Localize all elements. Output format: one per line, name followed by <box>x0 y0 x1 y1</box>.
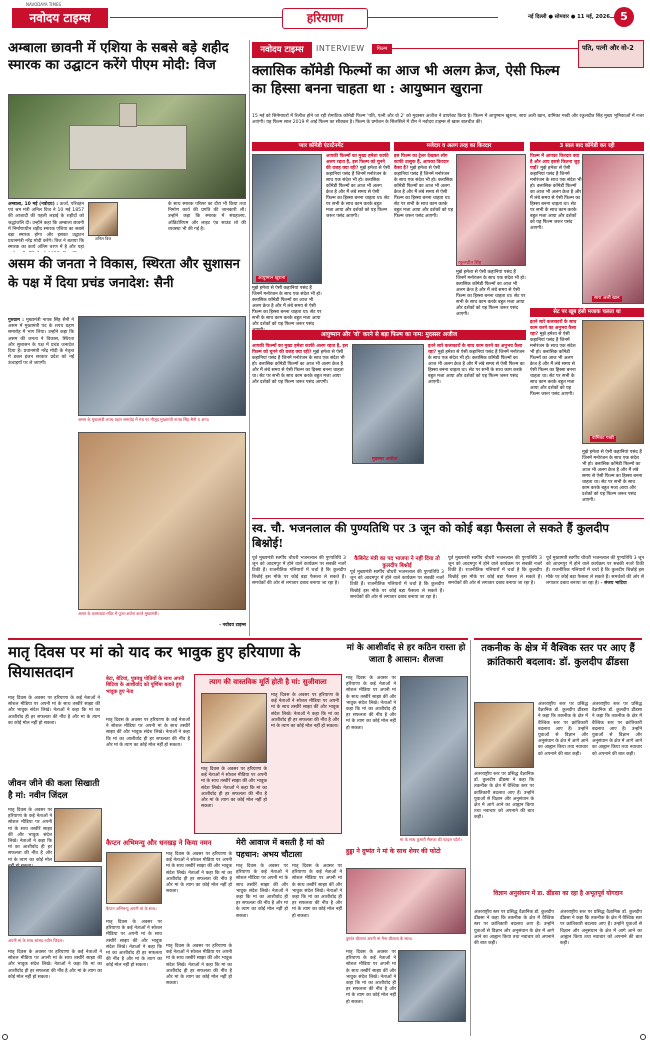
col2-answer-lower: मुझे हमेशा से ऐसी कहानियां पसंद हैं जिनमें मनोरंजन के साथ एक संदेश भी हो। क्लासिक कॉमेडी फिल्मों का आज भी अलग क्रेज है और मैं लंबे समय से ऐसी फिल्म का हिस्सा बनना चाहता था। सेट पर सभी के साथ काम करके बहुत मजा आया और दर्शकों को यह फिल्म जरूर पसंद आएगी। <box>456 270 526 317</box>
naveen-photo2 <box>8 866 102 936</box>
col2-qa-lower <box>456 270 526 326</box>
mudassar-photo <box>352 344 424 464</box>
mothers-bullet: बेटा, बेटियां, पुत्रवधु पोतियों के साथ अपनी बिटिया के आशीर्वाद को पूर्णिमा बताते हुए भावुक हुए नेता <box>106 676 185 695</box>
mothers-box <box>194 674 342 834</box>
story-vij-col2: के साथ स्मारक परिसर का दौरा भी किया तथा निर्माण कार्य की प्रगति की जानकारी ली। उन्होंने कहा कि स्मारक में संग्रहालय, ऑडिटोरियम और लाइट एंड साउंड शो की व्यवस्था भी की गई है। <box>168 202 246 232</box>
story-saini-photo2 <box>78 432 246 610</box>
header-date: नई दिल्ली ● सोमवार ● 11 मई, 2026 <box>498 12 610 22</box>
col2-head: मजेदार व अलग तरह का किरदार <box>394 142 524 151</box>
abhimanyu-text: मातृ दिवस के अवसर पर हरियाणा के कई नेताओं ने सोशल मीडिया पर अपनी मां के साथ तस्वीरें साझा कीं और भावुक संदेश लिखे। नेताओं ने कहा कि मां का आशीर्वाद ही हर सफलता की नींव है और मां के त्याग का कोई मोल नहीं हो सकता। <box>166 852 232 895</box>
abhay-text: मातृ दिवस के अवसर पर हरियाणा के कई नेताओं ने सोशल मीडिया पर अपनी मां के साथ तस्वीरें साझा कीं और भावुक संदेश लिखे। नेताओं ने कहा कि मां का आशीर्वाद ही हर सफलता की नींव है और मां के त्याग का कोई मोल नहीं हो सकता। <box>236 864 288 919</box>
hooda-text: मातृ दिवस के अवसर पर हरियाणा के कई नेताओं ने सोशल मीडिया पर अपनी मां के साथ तस्वीरें साझा कीं और भावुक संदेश लिखे। नेताओं ने कहा कि मां का आशीर्वाद ही हर सफलता की नींव है और मां के त्याग का कोई मोल नहीं हो सकता। <box>346 950 396 1005</box>
mothers-right-body: मातृ दिवस के अवसर पर हरियाणा के कई नेताओं ने सोशल मीडिया पर अपनी मां के साथ तस्वीरें साझा कीं और भावुक संदेश लिखे। नेताओं ने कहा कि मां का आशीर्वाद ही हर सफलता की नींव है और मां के त्याग का कोई मोल नहीं हो सकता। <box>346 676 396 731</box>
col3-qa <box>530 154 582 304</box>
wamiqa-photo <box>582 320 644 444</box>
hooda-head: हुड्डा ने दुष्यंत ने मां के साथ शेयर की फोटो <box>346 848 441 855</box>
mid-answer-2: मुझे हमेशा से ऐसी कहानियां पसंद हैं जिनमें मनोरंजन के साथ एक संदेश भी हो। क्लासिक कॉमेडी फिल्मों का आज भी अलग क्रेज है और मैं लंबे समय से ऐसी फिल्म का हिस्सा बनना चाहता था। सेट पर सभी के साथ काम करके बहुत मजा आया और दर्शकों को यह फिल्म जरूर पसंद आएगी। <box>428 350 525 385</box>
naveen-photo <box>54 808 102 862</box>
sara-photo <box>582 154 644 304</box>
hooda-caption: दुष्यंत चौटाला अपनी मां नैना चौटाला के साथ। <box>346 936 413 941</box>
story-mothers-headline: मातृ दिवस पर मां को याद कर भावुक हुए हरियाणा के सियासतदान <box>8 643 301 681</box>
col1-answer: मुझे हमेशा से ऐसी कहानियां पसंद हैं जिनमें मनोरंजन के साथ एक संदेश भी हो। क्लासिक कॉमेडी फिल्मों का आज भी अलग क्रेज है और मैं लंबे समय से ऐसी फिल्म का हिस्सा बनना चाहता था। सेट पर सभी के साथ काम करके बहुत मजा आया और दर्शकों को यह फिल्म जरूर पसंद आएगी। <box>326 166 390 219</box>
dhindsa-subhead: विज्ञान अनुसंधान में डा. ढींडसा का रहा है अभूतपूर्व योगदान <box>493 890 623 897</box>
abhimanyu-head: कैप्टन अभिमन्यु और धनखड़ ने किया नमन <box>106 839 212 847</box>
mid-answer: मुझे हमेशा से ऐसी कहानियां पसंद हैं जिनमें मनोरंजन के साथ एक संदेश भी हो। क्लासिक कॉमेडी फिल्मों का आज भी अलग क्रेज है और मैं लंबे समय से ऐसी फिल्म का हिस्सा बनना चाहता था। सेट पर सभी के साथ काम करके बहुत मजा आया और दर्शकों को यह फिल्म जरूर पसंद आएगी। <box>252 350 345 385</box>
story-vij <box>8 40 246 252</box>
col4-qa <box>530 320 580 550</box>
dhindsa-text3: अंतरराष्ट्रीय स्तर पर प्रसिद्ध वैज्ञानिक डॉ. कुलदीप ढींडसा ने कहा कि तकनीक के क्षेत्र में वैश्विक स्तर पर क्रांतिकारी बदलाव आए हैं। उन्होंने युवाओं से विज्ञान और अनुसंधान के क्षेत्र में आगे आने का आह्वान किया तथा नवाचार को अपनाने की बात कही। <box>474 910 554 947</box>
col4-head: सेट पर खूब हंसी मजाक चलता था <box>530 308 644 317</box>
mothers-box-head: त्याग की वास्तविक मूर्ति होती है मां: सुजीवाला <box>209 678 327 686</box>
selja-caption: मां के साथ कुमारी सैलजा की फाइल फोटो। <box>400 837 462 842</box>
abhay-head: मेरी आवाज में बसती है मां को पहचान: अभय चौटाला <box>236 837 325 859</box>
story-bishnoi <box>252 518 644 636</box>
mothers-col1-body: मातृ दिवस के अवसर पर हरियाणा के कई नेताओं ने सोशल मीडिया पर अपनी मां के साथ तस्वीरें साझा कीं और भावुक संदेश लिखे। नेताओं ने कहा कि मां का आशीर्वाद ही हर सफलता की नींव है और मां के त्याग का कोई मोल नहीं हो सकता। <box>8 696 100 726</box>
memorial-tower <box>119 103 137 127</box>
dhindsa-text1: अंतरराष्ट्रीय स्तर पर प्रसिद्ध वैज्ञानिक डॉ. कुलदीप ढींडसा ने कहा कि तकनीक के क्षेत्र में वैश्विक स्तर पर क्रांतिकारी बदलाव आए हैं। उन्होंने युवाओं से विज्ञान और अनुसंधान के क्षेत्र में आगे आने का आह्वान किया तथा नवाचार को अपनाने की बात कही। <box>538 702 588 757</box>
col3-answer: मुझे हमेशा से ऐसी कहानियां पसंद हैं जिनमें मनोरंजन के साथ एक संदेश भी हो। क्लासिक कॉमेडी फिल्मों का आज भी अलग क्रेज है और मैं लंबे समय से ऐसी फिल्म का हिस्सा बनना चाहता था। सेट पर सभी के साथ काम करके बहुत मजा आया और दर्शकों को यह फिल्म जरूर पसंद आएगी। <box>530 166 582 231</box>
rakul-photo <box>456 154 526 266</box>
story-saini <box>8 256 246 636</box>
col4-answer-lower: मुझे हमेशा से ऐसी कहानियां पसंद हैं जिनमें मनोरंजन के साथ एक संदेश भी हो। क्लासिक कॉमेडी फिल्मों का आज भी अलग क्रेज है और मैं लंबे समय से ऐसी फिल्म का हिस्सा बनना चाहता था। सेट पर सभी के साथ काम करके बहुत मजा आया और दर्शकों को यह फिल्म जरूर पसंद आएगी। <box>582 450 643 503</box>
bishnoi-col1: पूर्व मुख्यमंत्री स्वर्गीय चौधरी भजनलाल की पुण्यतिथि 3 जून को आदमपुर में होने वाले कार्यक्रम पर सबकी नजरें टिकी हैं। राजनीतिक गलियारों में चर्चा है कि कुलदीप बिश्नोई इस मौके पर कोई बड़ा फैसला ले सकते हैं। समर्थकों की ओर से लगातार दबाव बनाया जा रहा है। <box>252 556 346 586</box>
story-saini-byline: गुरुग्राम : <box>8 318 24 323</box>
col1-question: आपकी फिल्मों का मुख्य हमेशा काफी अलग रहता है, इस फिल्म को चुनने की वजह क्या रही? <box>326 154 389 171</box>
column-divider <box>249 40 250 636</box>
story-vij-byline: अम्बाला, 10 मई (नवोदय) : <box>8 202 59 207</box>
registration-mark-left <box>2 1034 8 1040</box>
col1-answer-lower: मुझे हमेशा से ऐसी कहानियां पसंद हैं जिनमें मनोरंजन के साथ एक संदेश भी हो। क्लासिक कॉमेडी फिल्मों का आज भी अलग क्रेज है और मैं लंबे समय से ऐसी फिल्म का हिस्सा बनना चाहता था। सेट पर सभी के साथ काम करके बहुत मजा आया और दर्शकों को यह फिल्म जरूर पसंद <box>252 286 322 327</box>
bishnoi-col4 <box>546 556 644 636</box>
story-saini-credit: - नवोदय टाइम्स <box>219 623 246 628</box>
vij-inset-caption: अनिल विज <box>94 236 112 241</box>
mothers-col1b-body: मातृ दिवस के अवसर पर हरियाणा के कई नेताओं ने सोशल मीडिया पर अपनी मां के साथ तस्वीरें साझा कीं और भावुक संदेश लिखे। नेताओं ने कहा कि मां का आशीर्वाद ही हर सफलता की नींव है और मां के त्याग का कोई मोल नहीं हो सकता। <box>106 718 190 748</box>
dhindsa-top-rule <box>474 638 642 640</box>
mothers-top-rule <box>8 638 468 640</box>
mid-question: आपकी फिल्मों का मुख्य हमेशा काफी अलग रहता है, इस फिल्म को चुनने की वजह क्या रही? <box>252 344 348 355</box>
story-saini-photo1 <box>78 316 246 416</box>
registration-mark-right <box>640 1034 646 1040</box>
mothers-box-text2: मातृ दिवस के अवसर पर हरियाणा के कई नेताओं ने सोशल मीडिया पर अपनी मां के साथ तस्वीरें साझा कीं और भावुक संदेश लिखे। नेताओं ने कहा कि मां का आशीर्वाद ही हर सफलता की नींव है और मां के त्याग का कोई मोल नहीं हो सकता। <box>201 767 267 810</box>
mid-qa-right <box>428 344 526 514</box>
hooda-photo <box>346 868 466 934</box>
naveen-head: जीवन जीने की कला सिखाती है मां: नवीन जिंदल <box>8 779 100 801</box>
bishnoi-subhead: कैबिनेट मंत्री का पद भाजपा ने नहीं दिया तो कुलदीप बिश्नोई <box>354 556 440 569</box>
col1-qa-lower <box>252 286 322 326</box>
interview-intro: 15 मई को सिनेमाघरों में रिलीज होने जा रही रोमांटिक कॉमेडी फिल्म 'पति, पत्नी और वो 2' को मुदस्सर अजीज ने डायरेक्ट किया है। फिल्म में आयुष्मान खुराना, सारा अली खान, वामिका गब्बी और रकुलप्रीत सिंह मुख्य भूमिकाओं में नजर आएंगी। यह फिल्म साल 2019 में आई फिल्म का सीक्वल है। फिल्म के प्रमोशन के सिलसिले में टीम ने नवोदय टाइम्स से खास बातचीत की। <box>252 114 644 126</box>
col4-answer: मुझे हमेशा से ऐसी कहानियां पसंद हैं जिनमें मनोरंजन के साथ एक संदेश भी हो। क्लासिक कॉमेडी फिल्मों का आज भी अलग क्रेज है और मैं लंबे समय से ऐसी फिल्म का हिस्सा बनना चाहता था। सेट पर सभी के साथ काम करके बहुत मजा आया और दर्शकों को यह फिल्म जरूर पसंद आएगी। <box>530 332 576 397</box>
story-bishnoi-headline: स्व. चौ. भजनलाल की पुण्यतिथि पर 3 जून को कोई बड़ा फैसला ले सकते हैं कुलदीप बिश्नोई! <box>252 521 609 550</box>
story-dhindsa-headline: तकनीक के क्षेत्र में वैश्विक स्तर पर आए हैं क्रांतिकारी बदलाव: डॉ. कुलदीप ढींडसा <box>481 643 635 668</box>
wamiqa-caption: वामिका गब्बी <box>592 436 614 441</box>
abhimanyu-text2: मातृ दिवस के अवसर पर हरियाणा के कई नेताओं ने सोशल मीडिया पर अपनी मां के साथ तस्वीरें साझा कीं और भावुक संदेश लिखे। नेताओं ने कहा कि मां का आशीर्वाद ही हर सफलता की नींव है और मां के त्याग का कोई मोल नहीं हो सकता। <box>106 920 162 969</box>
bishnoi-col2 <box>350 556 444 636</box>
naveen-text: मातृ दिवस के अवसर पर हरियाणा के कई नेताओं ने सोशल मीडिया पर अपनी मां के साथ तस्वीरें साझा कीं और भावुक संदेश लिखे। नेताओं ने कहा कि मां का आशीर्वाद ही हर सफलता की नींव है और मां के त्याग का कोई मोल <box>8 808 52 863</box>
mothers-col1-text <box>8 696 100 776</box>
dhindsa-photo <box>474 702 534 768</box>
rakul-caption: रकुलप्रीत सिंह <box>458 261 482 266</box>
mothers-right-col <box>346 676 396 836</box>
naveen-caption: अपनी मां के साथ सांसद नवीन जिंदल। <box>8 938 64 943</box>
vij-inset-photo <box>88 202 118 236</box>
dhindsa-text0: अंतरराष्ट्रीय स्तर पर प्रसिद्ध वैज्ञानिक डॉ. कुलदीप ढींडसा ने कहा कि तकनीक के क्षेत्र में वैश्विक स्तर पर क्रांतिकारी बदलाव आए हैं। उन्होंने युवाओं से विज्ञान और अनुसंधान के क्षेत्र में आगे आने का आह्वान किया तथा नवाचार को अपनाने की बात कही। <box>474 772 534 821</box>
abhay-text2: मातृ दिवस के अवसर पर हरियाणा के कई नेताओं ने सोशल मीडिया पर अपनी मां के साथ तस्वीरें साझा कीं और भावुक संदेश लिखे। नेताओं ने कहा कि मां का आशीर्वाद ही हर सफलता की नींव है और मां के त्याग का कोई मोल नहीं हो सकता। <box>292 864 342 919</box>
mothers-box-text: मातृ दिवस के अवसर पर हरियाणा के कई नेताओं ने सोशल मीडिया पर अपनी मां के साथ तस्वीरें साझा कीं और भावुक संदेश लिखे। नेताओं ने कहा कि मां का आशीर्वाद ही हर सफलता की नींव है और मां के त्याग का कोई मोल नहीं हो सकता। <box>271 693 339 730</box>
ayushmann-photo <box>252 154 322 284</box>
abhimanyu-text3: मातृ दिवस के अवसर पर हरियाणा के कई नेताओं ने सोशल मीडिया पर अपनी मां के साथ तस्वीरें साझा कीं और भावुक संदेश लिखे। नेताओं ने कहा कि मां का आशीर्वाद ही हर सफलता की नींव है और मां के त्याग का कोई मोल नहीं हो सकता। <box>166 944 232 987</box>
mid-qa-left <box>252 344 348 514</box>
page-header <box>0 0 650 38</box>
dhindsa-text2: अंतरराष्ट्रीय स्तर पर प्रसिद्ध वैज्ञानिक डॉ. कुलदीप ढींडसा ने कहा कि तकनीक के क्षेत्र में वैश्विक स्तर पर क्रांतिकारी बदलाव आए हैं। उन्होंने युवाओं से विज्ञान और अनुसंधान के क्षेत्र में आगे आने का आह्वान किया तथा नवाचार को अपनाने की बात कही। <box>592 702 642 757</box>
col2-answer: मुझे हमेशा से ऐसी कहानियां पसंद हैं जिनमें मनोरंजन के साथ एक संदेश भी हो। क्लासिक कॉमेडी फिल्मों का आज भी अलग क्रेज है और मैं लंबे समय से ऐसी फिल्म का हिस्सा बनना चाहता था। सेट पर सभी के साथ काम करके बहुत मजा आया और दर्शकों को यह फिल्म जरूर पसंद आएगी। <box>394 166 454 219</box>
col4-question: इतने सारे कलाकारों के साथ काम करने का अनुभव कैसा रहा? <box>530 320 577 337</box>
bishnoi-col2-body: पूर्व मुख्यमंत्री स्वर्गीय चौधरी भजनलाल की पुण्यतिथि 3 जून को आदमपुर में होने वाले कार्यक्रम पर सबकी नजरें टिकी हैं। राजनीतिक गलियारों में चर्चा है कि कुलदीप बिश्नोई इस मौके पर कोई बड़ा फैसला ले सकते हैं। समर्थकों की ओर से लगातार दबाव बनाया जा रहा है। <box>350 570 444 600</box>
film-title-box <box>578 40 644 68</box>
abhimanyu-caption: कैप्टन अभिमन्यु अपनी मां के साथ। <box>106 906 157 911</box>
story-saini-text <box>8 318 74 614</box>
hooda-photo2 <box>398 950 466 1022</box>
col2-question: इस फिल्म का ट्रेलर देखकर लोग काफी उत्सुक हैं, आपका किरदार कैसा है? <box>394 154 449 171</box>
interview-block <box>252 40 644 564</box>
selja-photo <box>400 676 468 836</box>
masthead-logo: नवोदय टाइम्स <box>12 8 108 28</box>
story-saini-caption1: असम के मुख्यमंत्री शपथ ग्रहण समारोह में मंच पर मौजूद मुख्यमंत्री नायब सिंह सैनी व अन्य। <box>78 417 210 422</box>
ayushmann-caption: आयुष्मान खुराना <box>258 276 286 281</box>
story-vij-col1 <box>8 202 84 252</box>
col3-question: फिल्म में आपका किरदार क्या है और आप इससे कितना जुड़ पाईं? <box>530 154 580 171</box>
mothers-col1b-text <box>106 718 190 798</box>
mid-question-2: इतने सारे कलाकारों के साथ काम करने का अनुभव कैसा रहा? <box>428 344 523 355</box>
mudassar-caption: मुदस्सर अजीज <box>372 457 398 462</box>
sara-caption: सारा अली खान <box>594 296 620 301</box>
col2-qa <box>394 154 454 326</box>
mothers-box-photo <box>201 693 267 763</box>
section-label: हरियाणा <box>282 8 368 29</box>
bishnoi-col4-body: पूर्व मुख्यमंत्री स्वर्गीय चौधरी भजनलाल की पुण्यतिथि 3 जून को आदमपुर में होने वाले कार्यक्रम पर सबकी नजरें टिकी हैं। राजनीतिक गलियारों में चर्चा है कि कुलदीप बिश्नोई इस मौके पर कोई बड़ा फैसला ले सकते हैं। समर्थकों की ओर से लगातार दबाव बनाया जा रहा है। <box>546 556 644 586</box>
bishnoi-rule <box>252 518 644 519</box>
film-title: पति, पत्नी और वो-2 <box>582 44 634 52</box>
bishnoi-credit: - संजय भाटिया <box>600 580 627 586</box>
story-mothers-day <box>8 638 468 1038</box>
dhindsa-text4: अंतरराष्ट्रीय स्तर पर प्रसिद्ध वैज्ञानिक डॉ. कुलदीप ढींडसा ने कहा कि तकनीक के क्षेत्र में वैश्विक स्तर पर क्रांतिकारी बदलाव आए हैं। उन्होंने युवाओं से विज्ञान और अनुसंधान के क्षेत्र में आगे आने का आह्वान किया तथा नवाचार को अपनाने की बात कही। <box>560 910 642 947</box>
interview-tag: INTERVIEW <box>316 44 365 53</box>
interview-headline: क्लासिक कॉमेडी फिल्मों का आज भी अलग क्रेज, ऐसी फिल्म का हिस्सा बनना चाहता था : आयुष्मान खुराना <box>252 63 560 97</box>
story-vij-body: ऊर्जा, परिवहन एवं श्रम मंत्री अनिल विज ने 10 मई 1857 की आजादी की पहली लड़ाई के शहीदों को श्रद्धांजलि दी। उन्होंने कहा कि अम्बाला छावनी में निर्माणाधीन शहीद स्मारक एशिया का सबसे बड़ा स्मारक होगा और इसका उद्घाटन प्रधानमंत्री नरेंद्र मोदी करेंगे। विज ने बताया कि स्मारक का कार्य अंतिम चरण में है और यहां <box>8 202 84 251</box>
mid-head: आयुष्मान और 'वो' करने से बड़ा फिल्म का नाम: मुदस्सर अजीज <box>252 330 526 340</box>
story-saini-headline: असम की जनता ने विकास, स्थिरता और सुशासन के पक्ष में दिया प्रचंड जनादेश: सैनी <box>8 257 240 291</box>
abhimanyu-photo <box>106 852 162 904</box>
col3-head: 3 साल बाद कॉमेडी कर रही <box>530 142 644 151</box>
story-vij-photo <box>8 94 246 199</box>
col1-head: प्यार कॉमेडी एंटरटेनमेंट <box>252 142 390 151</box>
story-vij-headline: अम्बाला छावनी में एशिया के सबसे बड़े शहीद स्मारक का उद्घाटन करेंगे पीएम मोदी: विज <box>8 40 229 73</box>
story-saini-body: मुख्यमंत्री नायब सिंह सैनी ने असम में मुख्यमंत्री पद के शपथ ग्रहण समारोह में भाग लिया। उन्होंने कहा कि असम की जनता ने विकास, स्थिरता और सुशासन के पक्ष में प्रचंड जनादेश दिया है। प्रधानमंत्री नरेंद्र मोदी के नेतृत्व में डबल इंजन सरकार प्रदेश को नई ऊंचाइयों पर ले जाएगी। <box>8 318 74 367</box>
mothers-kicker: मां के आशीर्वाद से हर कठिन रास्ता हो जाता है आसान: शैलजा <box>346 643 466 665</box>
story-dhindsa <box>474 638 642 1038</box>
bishnoi-col3: पूर्व मुख्यमंत्री स्वर्गीय चौधरी भजनलाल की पुण्यतिथि 3 जून को आदमपुर में होने वाले कार्यक्रम पर सबकी नजरें टिकी हैं। राजनीतिक गलियारों में चर्चा है कि कुलदीप बिश्नोई इस मौके पर कोई बड़ा फैसला ले सकते हैं। समर्थकों की ओर से लगातार दबाव बनाया जा रहा है। <box>448 556 542 586</box>
story-saini-caption2: असम के कामाख्या मंदिर में पूजा-अर्चना करते मुख्यमंत्री। <box>78 611 159 616</box>
film-label: फिल्म <box>372 44 392 54</box>
column-divider-2 <box>470 640 471 1036</box>
masthead-small: NAVODAYA TIMES <box>26 2 62 7</box>
naveen-text2: मातृ दिवस के अवसर पर हरियाणा के कई नेताओं ने सोशल मीडिया पर अपनी मां के साथ तस्वीरें साझा कीं और भावुक संदेश लिखे। नेताओं ने कहा कि मां का आशीर्वाद ही हर सफलता की नींव है और मां के त्याग का कोई मोल नहीं हो सकता। <box>8 950 102 980</box>
page-number: 5 <box>614 7 634 27</box>
interview-brand: नवोदय टाइम्स <box>252 42 312 58</box>
memorial-building <box>69 125 187 170</box>
interview-top-rule <box>392 48 578 49</box>
